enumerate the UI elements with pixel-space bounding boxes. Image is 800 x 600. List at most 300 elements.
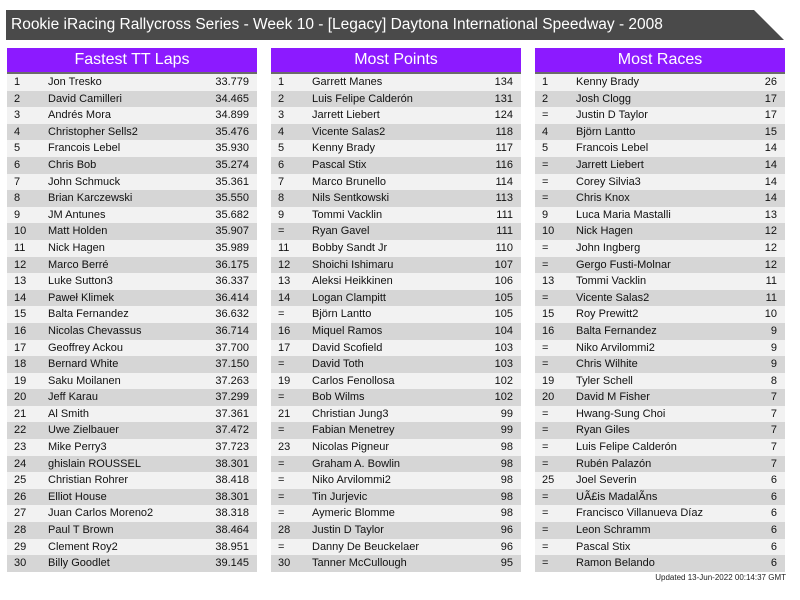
value-cell: 36.337: [215, 275, 249, 288]
table-row: [271, 522, 521, 539]
driver-name-cell: Gergo Fusti-Molnar: [576, 258, 671, 271]
rank-cell: 8: [278, 192, 285, 205]
driver-name-cell: JM Antunes: [48, 208, 106, 221]
table-row: [7, 505, 257, 522]
driver-name-cell: Bernard White: [48, 358, 119, 371]
value-cell: 37.299: [215, 391, 249, 404]
table-row: [271, 124, 521, 141]
table-row: [535, 539, 785, 556]
driver-name-cell: John Schmuck: [48, 175, 121, 188]
driver-name-cell: David M Fisher: [576, 391, 650, 404]
value-cell: 35.682: [215, 208, 249, 221]
rank-cell: =: [542, 258, 549, 271]
rank-cell: =: [542, 241, 549, 254]
rank-cell: 25: [14, 474, 27, 487]
driver-name-cell: Tanner McCullough: [312, 557, 407, 570]
value-cell: 38.418: [215, 474, 249, 487]
table-row: [271, 472, 521, 489]
value-cell: 102: [494, 374, 513, 387]
driver-name-cell: Andrés Mora: [48, 109, 111, 122]
table-row: [535, 356, 785, 373]
driver-name-cell: Christian Rohrer: [48, 474, 129, 487]
table-row: [271, 505, 521, 522]
table-row: [535, 91, 785, 108]
driver-name-cell: Brian Karczewski: [48, 192, 133, 205]
value-cell: 104: [494, 324, 513, 337]
value-cell: 11: [765, 275, 777, 288]
table-row: [7, 340, 257, 357]
rank-cell: 23: [14, 441, 27, 454]
rank-cell: 25: [542, 474, 555, 487]
driver-name-cell: Francois Lebel: [576, 142, 649, 155]
value-cell: 12: [764, 225, 777, 238]
table-row: [535, 439, 785, 456]
driver-name-cell: Tommi Vacklin: [576, 275, 647, 288]
table-row: [7, 472, 257, 489]
value-cell: 12: [764, 241, 777, 254]
driver-name-cell: Nicolas Chevassus: [48, 324, 142, 337]
driver-name-cell: Geoffrey Ackou: [48, 341, 124, 354]
driver-name-cell: David Scofield: [312, 341, 383, 354]
table-row: [271, 340, 521, 357]
rank-cell: 17: [278, 341, 291, 354]
table-row: [271, 190, 521, 207]
rank-cell: =: [542, 192, 549, 205]
value-cell: 37.150: [215, 358, 249, 371]
table-row: [7, 555, 257, 572]
driver-name-cell: Bobby Sandt Jr: [312, 241, 388, 254]
driver-name-cell: Jarrett Liebert: [576, 158, 644, 171]
value-cell: 99: [500, 424, 513, 437]
table-row: [271, 489, 521, 506]
table-row: [535, 406, 785, 423]
rank-cell: 29: [14, 540, 27, 553]
value-cell: 37.361: [215, 407, 249, 420]
driver-name-cell: Matt Holden: [48, 225, 108, 238]
value-cell: 7: [770, 391, 777, 404]
table-heading: Fastest TT Laps: [7, 48, 257, 74]
driver-name-cell: Kenny Brady: [576, 76, 639, 88]
rank-cell: 5: [542, 142, 549, 155]
value-cell: 36.414: [215, 291, 249, 304]
rank-cell: 2: [278, 92, 285, 105]
rank-cell: =: [542, 507, 549, 520]
rank-cell: 9: [14, 208, 21, 221]
table-heading: Most Points: [271, 48, 521, 74]
value-cell: 10: [764, 308, 777, 321]
driver-name-cell: Christopher Sells2: [48, 125, 138, 138]
table-row: [7, 74, 257, 91]
driver-name-cell: Shoichi Ishimaru: [312, 258, 394, 271]
value-cell: 7: [770, 441, 777, 454]
value-cell: 15: [764, 125, 777, 138]
value-cell: 105: [494, 308, 513, 321]
value-cell: 9: [770, 358, 777, 371]
value-cell: 6: [770, 524, 777, 537]
table-row: [271, 140, 521, 157]
driver-name-cell: UÃ£is MadalÃns: [576, 490, 658, 503]
value-cell: 17: [764, 92, 777, 105]
table-row: [7, 539, 257, 556]
value-cell: 7: [770, 457, 777, 470]
rank-cell: 1: [14, 76, 21, 88]
driver-name-cell: Tyler Schell: [576, 374, 633, 387]
table-row: [7, 489, 257, 506]
table-row: [7, 356, 257, 373]
driver-name-cell: Logan Clampitt: [312, 291, 386, 304]
rank-cell: 13: [14, 275, 27, 288]
driver-name-cell: Josh Clogg: [576, 92, 632, 105]
rank-cell: 20: [542, 391, 555, 404]
rank-cell: 5: [14, 142, 21, 155]
rank-cell: 23: [278, 441, 291, 454]
rank-cell: 3: [14, 109, 21, 122]
driver-name-cell: Juan Carlos Moreno2: [48, 507, 154, 520]
value-cell: 98: [500, 507, 513, 520]
value-cell: 35.550: [215, 192, 249, 205]
value-cell: 35.930: [215, 142, 249, 155]
rank-cell: =: [278, 225, 285, 238]
driver-name-cell: David Camilleri: [48, 92, 122, 105]
value-cell: 114: [495, 175, 513, 188]
driver-name-cell: Jarrett Liebert: [312, 109, 380, 122]
rank-cell: =: [542, 424, 549, 437]
driver-name-cell: Paul T Brown: [48, 524, 114, 537]
table-row: [535, 522, 785, 539]
rank-cell: 14: [278, 291, 291, 304]
table-row: [7, 140, 257, 157]
table-row: [7, 422, 257, 439]
updated-timestamp: Updated 13-Jun-2022 00:14:37 GMT: [655, 573, 786, 582]
value-cell: 35.361: [215, 175, 249, 188]
table-row: [535, 389, 785, 406]
table-row: [271, 74, 521, 91]
table-row: [7, 273, 257, 290]
value-cell: 35.907: [215, 225, 249, 238]
rank-cell: =: [278, 507, 285, 520]
value-cell: 37.723: [215, 441, 249, 454]
driver-name-cell: Garrett Manes: [312, 76, 383, 88]
driver-name-cell: Marco Brunello: [312, 175, 386, 188]
rank-cell: =: [542, 291, 549, 304]
rank-cell: =: [542, 524, 549, 537]
table-row: [535, 340, 785, 357]
value-cell: 7: [770, 407, 777, 420]
value-cell: 99: [500, 407, 513, 420]
rank-cell: 6: [278, 158, 285, 171]
rank-cell: =: [542, 490, 549, 503]
rank-cell: 11: [278, 241, 290, 254]
rank-cell: 7: [278, 175, 285, 188]
rank-cell: 30: [278, 557, 291, 570]
table-row: [271, 323, 521, 340]
driver-name-cell: Luke Sutton3: [48, 275, 113, 288]
value-cell: 117: [495, 142, 513, 155]
driver-name-cell: Balta Fernandez: [48, 308, 129, 321]
value-cell: 96: [500, 540, 513, 553]
table-row: [535, 373, 785, 390]
value-cell: 98: [500, 490, 513, 503]
table-row: [7, 439, 257, 456]
driver-name-cell: Justin D Taylor: [312, 524, 384, 537]
table-row: [7, 124, 257, 141]
table-row: [7, 107, 257, 124]
value-cell: 13: [764, 208, 777, 221]
rank-cell: =: [278, 424, 285, 437]
rank-cell: 28: [278, 524, 291, 537]
driver-name-cell: Jeff Karau: [48, 391, 98, 404]
rank-cell: =: [542, 358, 549, 371]
driver-name-cell: Luca Maria Mastalli: [576, 208, 671, 221]
value-cell: 6: [770, 557, 777, 570]
rank-cell: =: [542, 457, 549, 470]
value-cell: 98: [500, 441, 513, 454]
driver-name-cell: Luis Felipe Calderón: [312, 92, 413, 105]
value-cell: 103: [494, 358, 513, 371]
rank-cell: 13: [542, 275, 555, 288]
driver-name-cell: Hwang-Sung Choi: [576, 407, 666, 420]
table-row: [535, 422, 785, 439]
value-cell: 6: [770, 474, 777, 487]
rank-cell: 4: [14, 125, 21, 138]
table-row: [7, 223, 257, 240]
value-cell: 12: [764, 258, 777, 271]
driver-name-cell: David Toth: [312, 358, 364, 371]
table-row: [7, 207, 257, 224]
rank-cell: 1: [542, 76, 549, 88]
driver-name-cell: Tin Jurjevic: [312, 490, 368, 503]
driver-name-cell: Chris Knox: [576, 192, 630, 205]
driver-name-cell: Balta Fernandez: [576, 324, 657, 337]
table-row: [271, 306, 521, 323]
rank-cell: =: [278, 474, 285, 487]
rank-cell: 12: [278, 258, 291, 271]
rank-cell: =: [278, 540, 285, 553]
rank-cell: =: [542, 175, 549, 188]
driver-name-cell: Pascal Stix: [576, 540, 631, 553]
value-cell: 39.145: [215, 557, 249, 570]
rank-cell: 28: [14, 524, 27, 537]
driver-name-cell: Marco Berré: [48, 258, 109, 271]
table-row: [271, 422, 521, 439]
driver-name-cell: Nick Hagen: [48, 241, 105, 254]
driver-name-cell: Jon Tresko: [48, 76, 102, 88]
table-row: [535, 257, 785, 274]
rank-cell: 12: [14, 258, 27, 271]
driver-name-cell: Tommi Vacklin: [312, 208, 383, 221]
value-cell: 98: [500, 474, 513, 487]
value-cell: 102: [494, 391, 513, 404]
driver-name-cell: Ryan Gavel: [312, 225, 370, 238]
rank-cell: 19: [278, 374, 291, 387]
table-row: [7, 157, 257, 174]
driver-name-cell: ghislain ROUSSEL: [48, 457, 141, 470]
rank-cell: 16: [14, 324, 27, 337]
value-cell: 37.263: [215, 374, 249, 387]
table-row: [271, 157, 521, 174]
value-cell: 6: [770, 540, 777, 553]
driver-name-cell: Saku Moilanen: [48, 374, 121, 387]
value-cell: 38.301: [215, 457, 249, 470]
value-cell: 35.476: [215, 125, 249, 138]
table-row: [535, 505, 785, 522]
driver-name-cell: Miquel Ramos: [312, 324, 383, 337]
rank-cell: 19: [14, 374, 27, 387]
driver-name-cell: Billy Goodlet: [48, 557, 110, 570]
rank-cell: 18: [14, 358, 27, 371]
rank-cell: =: [278, 308, 285, 321]
driver-name-cell: Bob Wilms: [312, 391, 365, 404]
value-cell: 6: [770, 490, 777, 503]
table-row: [271, 107, 521, 124]
value-cell: 36.714: [215, 324, 249, 337]
value-cell: 37.472: [215, 424, 249, 437]
value-cell: 38.301: [215, 490, 249, 503]
table-row: [535, 107, 785, 124]
value-cell: 95: [500, 557, 513, 570]
most-races-table: [535, 48, 785, 572]
rank-cell: 2: [542, 92, 549, 105]
page-title: Rookie iRacing Rallycross Series - Week 10 - [Legacy] Daytona International Speedway - 2008: [11, 16, 663, 33]
driver-name-cell: Luis Felipe Calderón: [576, 441, 677, 454]
rank-cell: 5: [278, 142, 285, 155]
table-row: [535, 124, 785, 141]
driver-name-cell: Vicente Salas2: [576, 291, 650, 304]
table-heading: Most Races: [535, 48, 785, 74]
driver-name-cell: Fabian Menetrey: [312, 424, 395, 437]
rank-cell: 2: [14, 92, 21, 105]
rank-cell: =: [278, 358, 285, 371]
driver-name-cell: Roy Prewitt2: [576, 308, 639, 321]
table-row: [271, 91, 521, 108]
table-row: [535, 290, 785, 307]
table-row: [7, 290, 257, 307]
table-row: [7, 373, 257, 390]
fastest-tt-laps-table: [7, 48, 257, 572]
table-row: [535, 456, 785, 473]
driver-name-cell: Ramon Belando: [576, 557, 655, 570]
value-cell: 11: [765, 291, 777, 304]
table-row: [535, 489, 785, 506]
driver-name-cell: Nils Sentkowski: [312, 192, 390, 205]
value-cell: 17: [764, 109, 777, 122]
rank-cell: 22: [14, 424, 27, 437]
table-row: [535, 555, 785, 572]
driver-name-cell: Björn Lantto: [576, 125, 636, 138]
value-cell: 35.274: [215, 158, 249, 171]
table-row: [7, 240, 257, 257]
value-cell: 14: [764, 142, 777, 155]
rank-cell: =: [542, 109, 549, 122]
driver-name-cell: Carlos Fenollosa: [312, 374, 395, 387]
driver-name-cell: Mike Perry3: [48, 441, 107, 454]
table-row: [535, 157, 785, 174]
table-row: [7, 257, 257, 274]
rank-cell: 16: [278, 324, 291, 337]
rank-cell: 1: [278, 76, 285, 88]
rank-cell: =: [542, 158, 549, 171]
table-row: [535, 223, 785, 240]
value-cell: 96: [500, 524, 513, 537]
driver-name-cell: Elliot House: [48, 490, 107, 503]
driver-name-cell: Rubén Palazón: [576, 457, 652, 470]
value-cell: 6: [770, 507, 777, 520]
rank-cell: 16: [542, 324, 555, 337]
value-cell: 37.700: [215, 341, 249, 354]
rank-cell: =: [542, 407, 549, 420]
driver-name-cell: John Ingberg: [576, 241, 641, 254]
value-cell: 14: [764, 175, 777, 188]
table-row: [271, 207, 521, 224]
table-row: [535, 323, 785, 340]
rank-cell: 10: [14, 225, 27, 238]
table-row: [7, 306, 257, 323]
table-row: [271, 406, 521, 423]
value-cell: 33.779: [215, 76, 249, 88]
rank-cell: 20: [14, 391, 27, 404]
driver-name-cell: Paweł Klimek: [48, 291, 115, 304]
value-cell: 9: [770, 324, 777, 337]
table-row: [535, 174, 785, 191]
rank-cell: 10: [542, 225, 555, 238]
table-row: [271, 456, 521, 473]
driver-name-cell: Ryan Giles: [576, 424, 630, 437]
rank-cell: 13: [278, 275, 291, 288]
table-row: [271, 257, 521, 274]
driver-name-cell: Kenny Brady: [312, 142, 375, 155]
table-row: [271, 223, 521, 240]
driver-name-cell: Al Smith: [48, 407, 89, 420]
driver-name-cell: Leon Schramm: [576, 524, 651, 537]
driver-name-cell: Christian Jung3: [312, 407, 389, 420]
driver-name-cell: Nick Hagen: [576, 225, 633, 238]
rank-cell: 26: [14, 490, 27, 503]
value-cell: 14: [764, 192, 777, 205]
value-cell: 26: [764, 76, 777, 88]
table-row: [7, 91, 257, 108]
rank-cell: 11: [14, 241, 26, 254]
table-row: [7, 174, 257, 191]
table-row: [7, 389, 257, 406]
rank-cell: 9: [542, 208, 549, 221]
rank-cell: 17: [14, 341, 27, 354]
rank-cell: =: [278, 490, 285, 503]
rank-cell: 15: [14, 308, 27, 321]
driver-name-cell: Uwe Zielbauer: [48, 424, 119, 437]
table-row: [271, 290, 521, 307]
table-row: [7, 456, 257, 473]
table-row: [271, 240, 521, 257]
driver-name-cell: Graham A. Bowlin: [312, 457, 401, 470]
value-cell: 107: [494, 258, 513, 271]
value-cell: 134: [494, 76, 513, 88]
table-row: [271, 373, 521, 390]
value-cell: 116: [495, 158, 513, 171]
table-row: [271, 539, 521, 556]
driver-name-cell: Francois Lebel: [48, 142, 121, 155]
table-row: [271, 273, 521, 290]
rank-cell: 21: [278, 407, 291, 420]
rank-cell: 15: [542, 308, 555, 321]
value-cell: 9: [770, 341, 777, 354]
rank-cell: 24: [14, 457, 27, 470]
value-cell: 98: [500, 457, 513, 470]
rank-cell: 8: [14, 192, 21, 205]
value-cell: 106: [494, 275, 513, 288]
rank-cell: =: [278, 391, 285, 404]
table-row: [271, 356, 521, 373]
rank-cell: 9: [278, 208, 285, 221]
